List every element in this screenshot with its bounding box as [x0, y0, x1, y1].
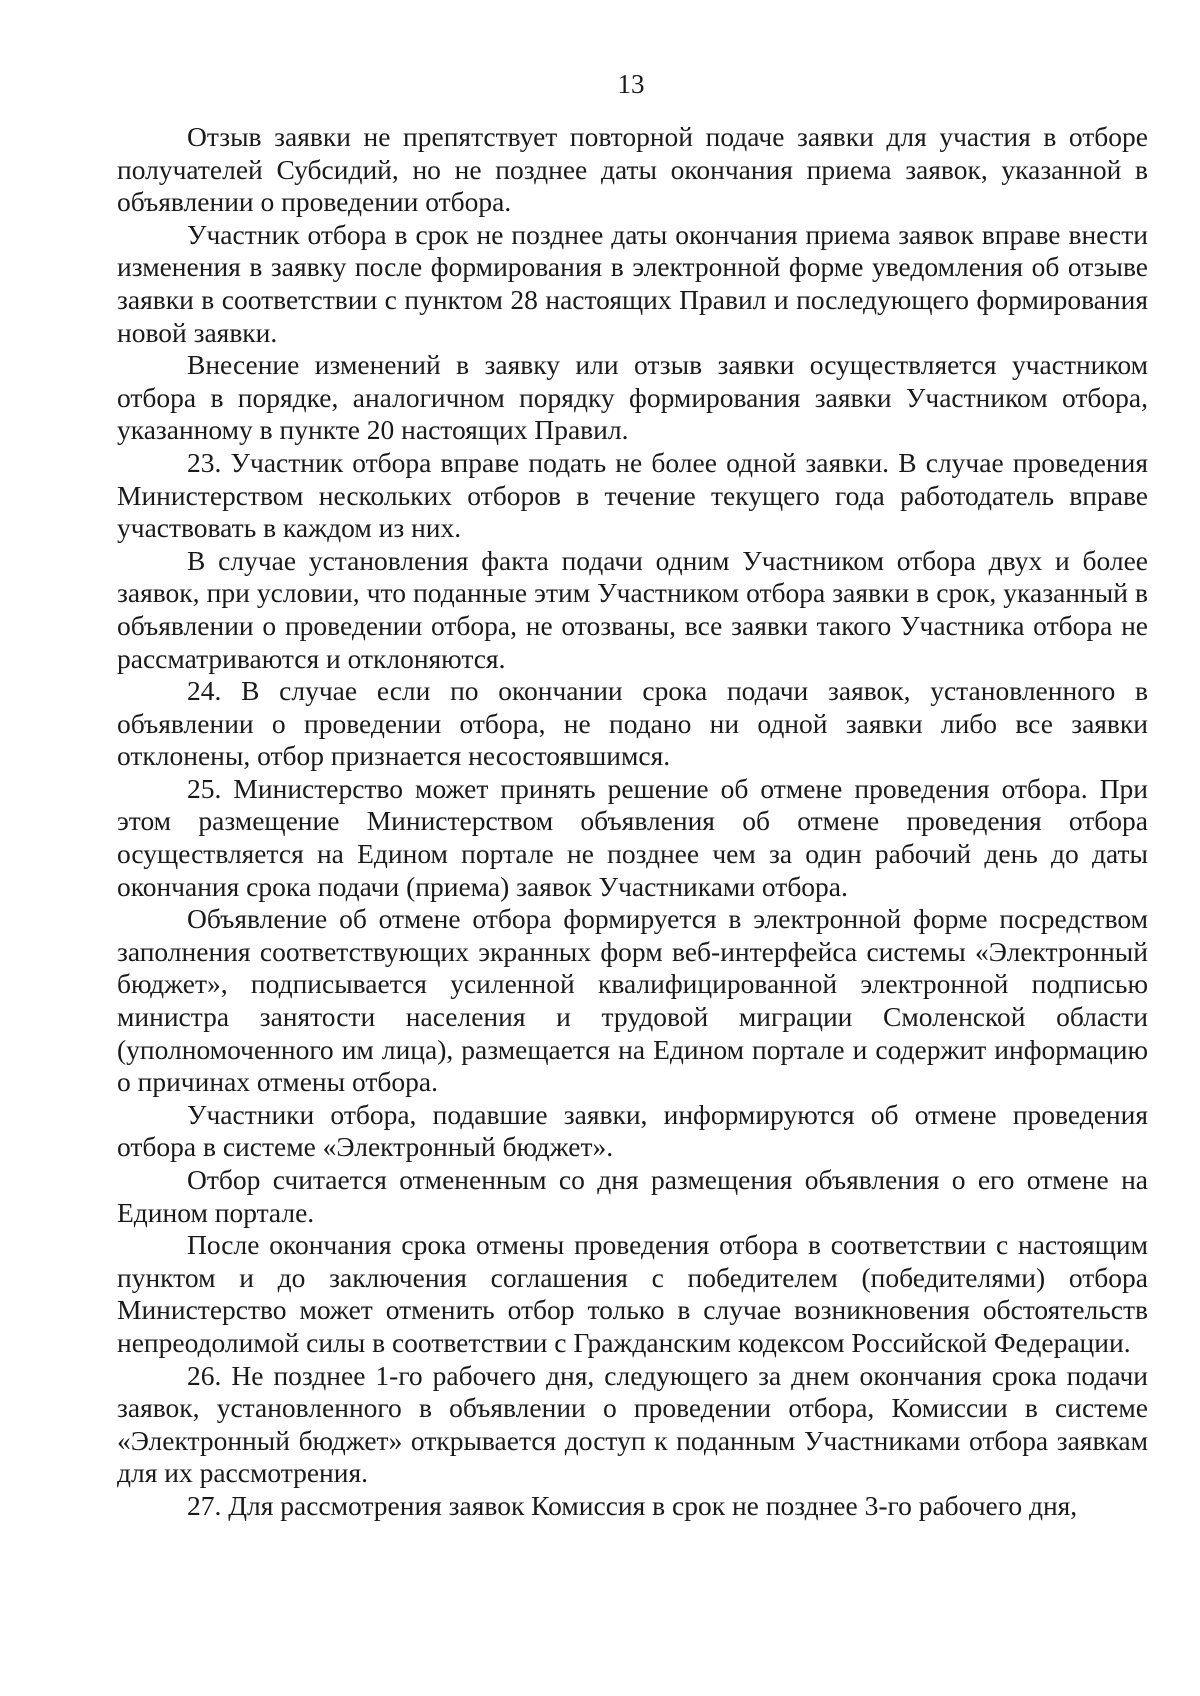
paragraph-duplicate-applications: В случае установления факта подачи одним Участником отбора двух и более заявок, при условии, что поданные этим Участником отбора заявки в срок, указанный в объявлении о проведении отбора, не отозваны, все заявки такого Участника отбора не рассматриваются и отклоняются. — [117, 544, 1148, 674]
paragraph-clause-23: 23. Участник отбора вправе подать не более одной заявки. В случае проведения Министерством нескольких отборов в течение текущего года работодатель вправе участвовать в каждом из них. — [117, 446, 1148, 544]
paragraph-clause-25: 25. Министерство может принять решение об отмене проведения отбора. При этом размещение Министерством объявления об отмене проведения отбора осуществляется на Едином портале не позднее чем за один рабочий день до даты окончания срока подачи (приема) заявок Участниками отбора. — [117, 772, 1148, 902]
paragraph-cancellation-effective: Отбор считается отмененным со дня размещения объявления о его отмене на Едином портале. — [117, 1164, 1148, 1228]
paragraph-force-majeure: После окончания срока отмены проведения отбора в соответствии с настоящим пунктом и до заключения соглашения с победителем (победителями) отбора Министерство может отменить отбор только в случае возникновения обстоятельств непреодолимой силы в соответствии с Гражданским кодексом Российской Федерации. — [117, 1229, 1148, 1358]
document-body — [117, 121, 1148, 1523]
page-number: 13 — [617, 69, 645, 99]
paragraph-clause-26: 26. Не позднее 1-го рабочего дня, следующего за днем окончания срока подачи заявок, установленного в объявлении о проведении отбора, Комиссии в системе «Электронный бюджет» открывается доступ к поданным Участниками отбора заявкам для их рассмотрения. — [117, 1359, 1148, 1489]
paragraph-cancellation-announcement: Объявление об отмене отбора формируется в электронной форме посредством заполнения соответствующих экранных форм веб-интерфейса системы «Электронный бюджет», подписывается усиленной квалифицированной электронной подписью министра занятости населения и трудовой миграции Смоленской области (уполномоченного им лица), размещается на Едином портале и содержит информацию о причинах отмены отбора. — [117, 903, 1148, 1098]
paragraph-withdrawal-resubmission: Отзыв заявки не препятствует повторной подаче заявки для участия в отборе получателей Субсидий, но не позднее даты окончания приема заявок, указанной в объявлении о проведении отбора. — [117, 121, 1148, 218]
paragraph-clause-27: 27. Для рассмотрения заявок Комиссия в срок не позднее 3-го рабочего дня, — [187, 1489, 1078, 1521]
paragraph-changes-procedure: Внесение изменений в заявку или отзыв заявки осуществляется участником отбора в порядке, аналогичном порядку формирования заявки Участником отбора, указанному в пункте 20 настоящих Правил. — [117, 349, 1148, 446]
paragraph-application-changes: Участник отбора в срок не позднее даты окончания приема заявок вправе внести изменения в заявку после формирования в электронной форме уведомления об отзыве заявки в соответствии с пунктом 28 настоящих Правил и последующего формирования новой заявки. — [117, 218, 1148, 348]
paragraph-participants-notified: Участники отбора, подавшие заявки, информируются об отмене проведения отбора в системе «Электронный бюджет». — [117, 1098, 1148, 1163]
paragraph-clause-24: 24. В случае если по окончании срока подачи заявок, установленного в объявлении о проведении отбора, не подано ни одной заявки либо все заявки отклонены, отбор признается несостоявшимся. — [117, 675, 1148, 772]
